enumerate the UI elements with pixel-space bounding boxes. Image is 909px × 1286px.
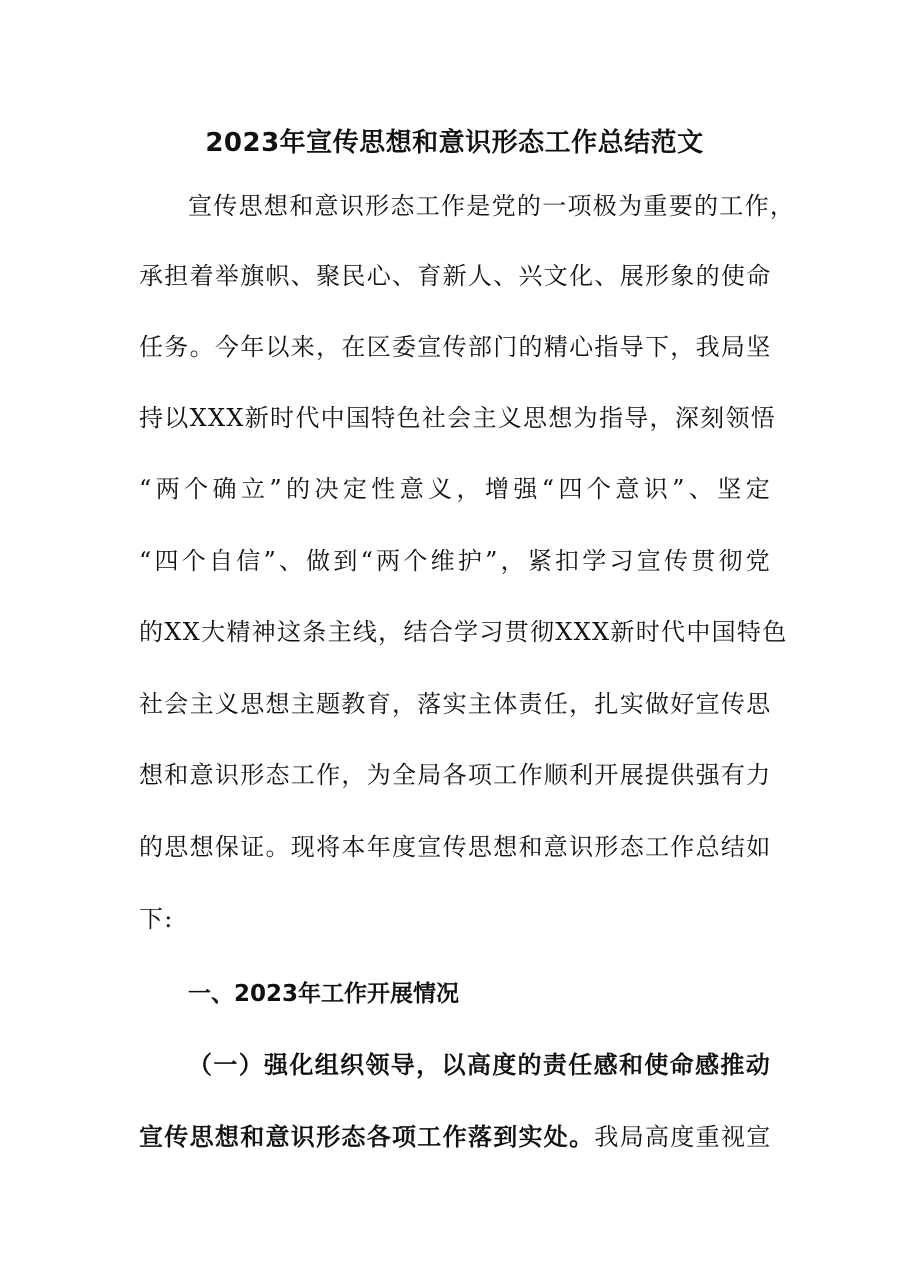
paragraph-line: 的思想保证。现将本年度宣传思想和意识形态工作总结如 (139, 833, 772, 861)
paragraph-line: “四个自信”、做到“两个维护”，紧扣学习宣传贯彻党 (139, 547, 771, 575)
subsection-heading-bold-part: 宣传思想和意识形态各项工作落到实处。 (139, 1122, 595, 1151)
subsection-heading: （一）强化组织领导，以高度的责任感和使命感推动 (188, 1050, 771, 1079)
paragraph-line: “两个确立”的决定性意义，增强“四个意识”、坚定 (139, 475, 771, 503)
section-heading: 一、2023年工作开展情况 (188, 981, 460, 1007)
paragraph-line: 下: (139, 905, 174, 933)
subsection-heading-continued (139, 1117, 771, 1157)
paragraph-line: 承担着举旗帜、聚民心、育新人、兴文化、展形象的使命 (139, 262, 772, 290)
body-text-start: 我局高度重视宣 (594, 1123, 772, 1151)
paragraph-line: 宣传思想和意识形态工作是党的一项极为重要的工作， (188, 192, 796, 220)
document-title: 2023年宣传思想和意识形态工作总结范文 (205, 128, 704, 158)
paragraph-line: 任务。今年以来，在区委宣传部门的精心指导下，我局坚 (139, 333, 772, 361)
paragraph-line: 社会主义思想主题教育，落实主体责任，扎实做好宣传思 (139, 690, 772, 718)
paragraph-line: 持以XXX新时代中国特色社会主义思想为指导，深刻领悟 (139, 404, 777, 432)
paragraph-line: 的XX大精神这条主线，结合学习贯彻XXX新时代中国特色 (139, 618, 788, 646)
paragraph-line: 想和意识形态工作，为全局各项工作顺利开展提供强有力 (139, 761, 772, 789)
